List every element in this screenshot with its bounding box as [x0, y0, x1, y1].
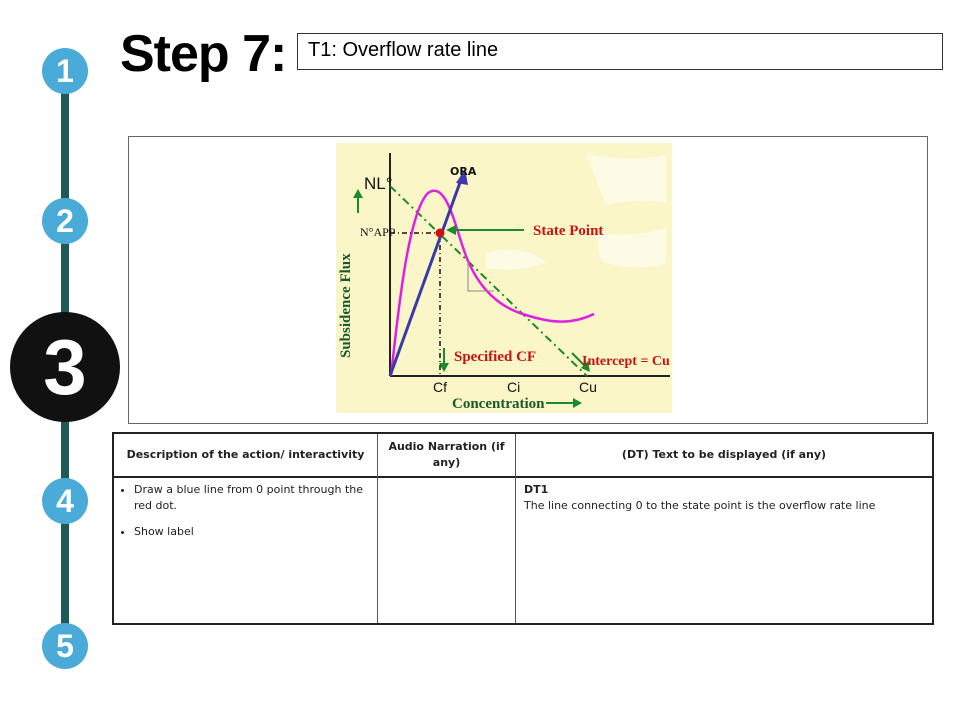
ora-label: ORA [450, 165, 477, 178]
dt-text: The line connecting 0 to the state point is the overflow rate line [524, 499, 876, 512]
step-1-badge[interactable]: 1 [42, 48, 88, 94]
dt-cell [524, 482, 926, 514]
column-divider-2 [515, 434, 516, 623]
intercept-label: Intercept = Cu [582, 354, 670, 369]
settling-flux-diagram [336, 143, 672, 413]
header-audio: Audio Narration (if any) [388, 440, 505, 469]
header-dt-text: (DT) Text to be displayed (if any) [621, 448, 827, 461]
step-3-badge-current[interactable]: 3 [10, 312, 120, 422]
step-5-badge[interactable]: 5 [42, 623, 88, 669]
state-point-dot [436, 229, 445, 238]
napp-label: N°APP [360, 225, 396, 239]
tick-cf-label: Cf [433, 379, 447, 395]
dt-title: DT1 [524, 483, 549, 496]
subtitle-box: T1: Overflow rate line [297, 33, 943, 70]
step-4-badge[interactable]: 4 [42, 478, 88, 524]
step-2-badge[interactable]: 2 [42, 198, 88, 244]
tick-cu-label: Cu [579, 379, 597, 395]
column-divider-1 [377, 434, 378, 623]
page-title: Step 7: [120, 25, 287, 83]
description-item: • Draw a blue line from 0 point through the red dot. [134, 482, 366, 514]
state-point-label: State Point [533, 223, 604, 239]
nl-label: NL° [364, 174, 393, 193]
storyboard-table [112, 432, 934, 625]
description-cell [116, 482, 366, 550]
header-divider [114, 476, 932, 478]
header-description: Description of the action/ interactivity [126, 448, 365, 461]
y-axis-label: Subsidence Flux [338, 253, 354, 358]
specified-label: Specified CF [454, 349, 537, 365]
description-item: • Show label [134, 524, 366, 540]
x-axis-label: Concentration [452, 396, 545, 412]
tick-ci-label: Ci [507, 379, 521, 395]
